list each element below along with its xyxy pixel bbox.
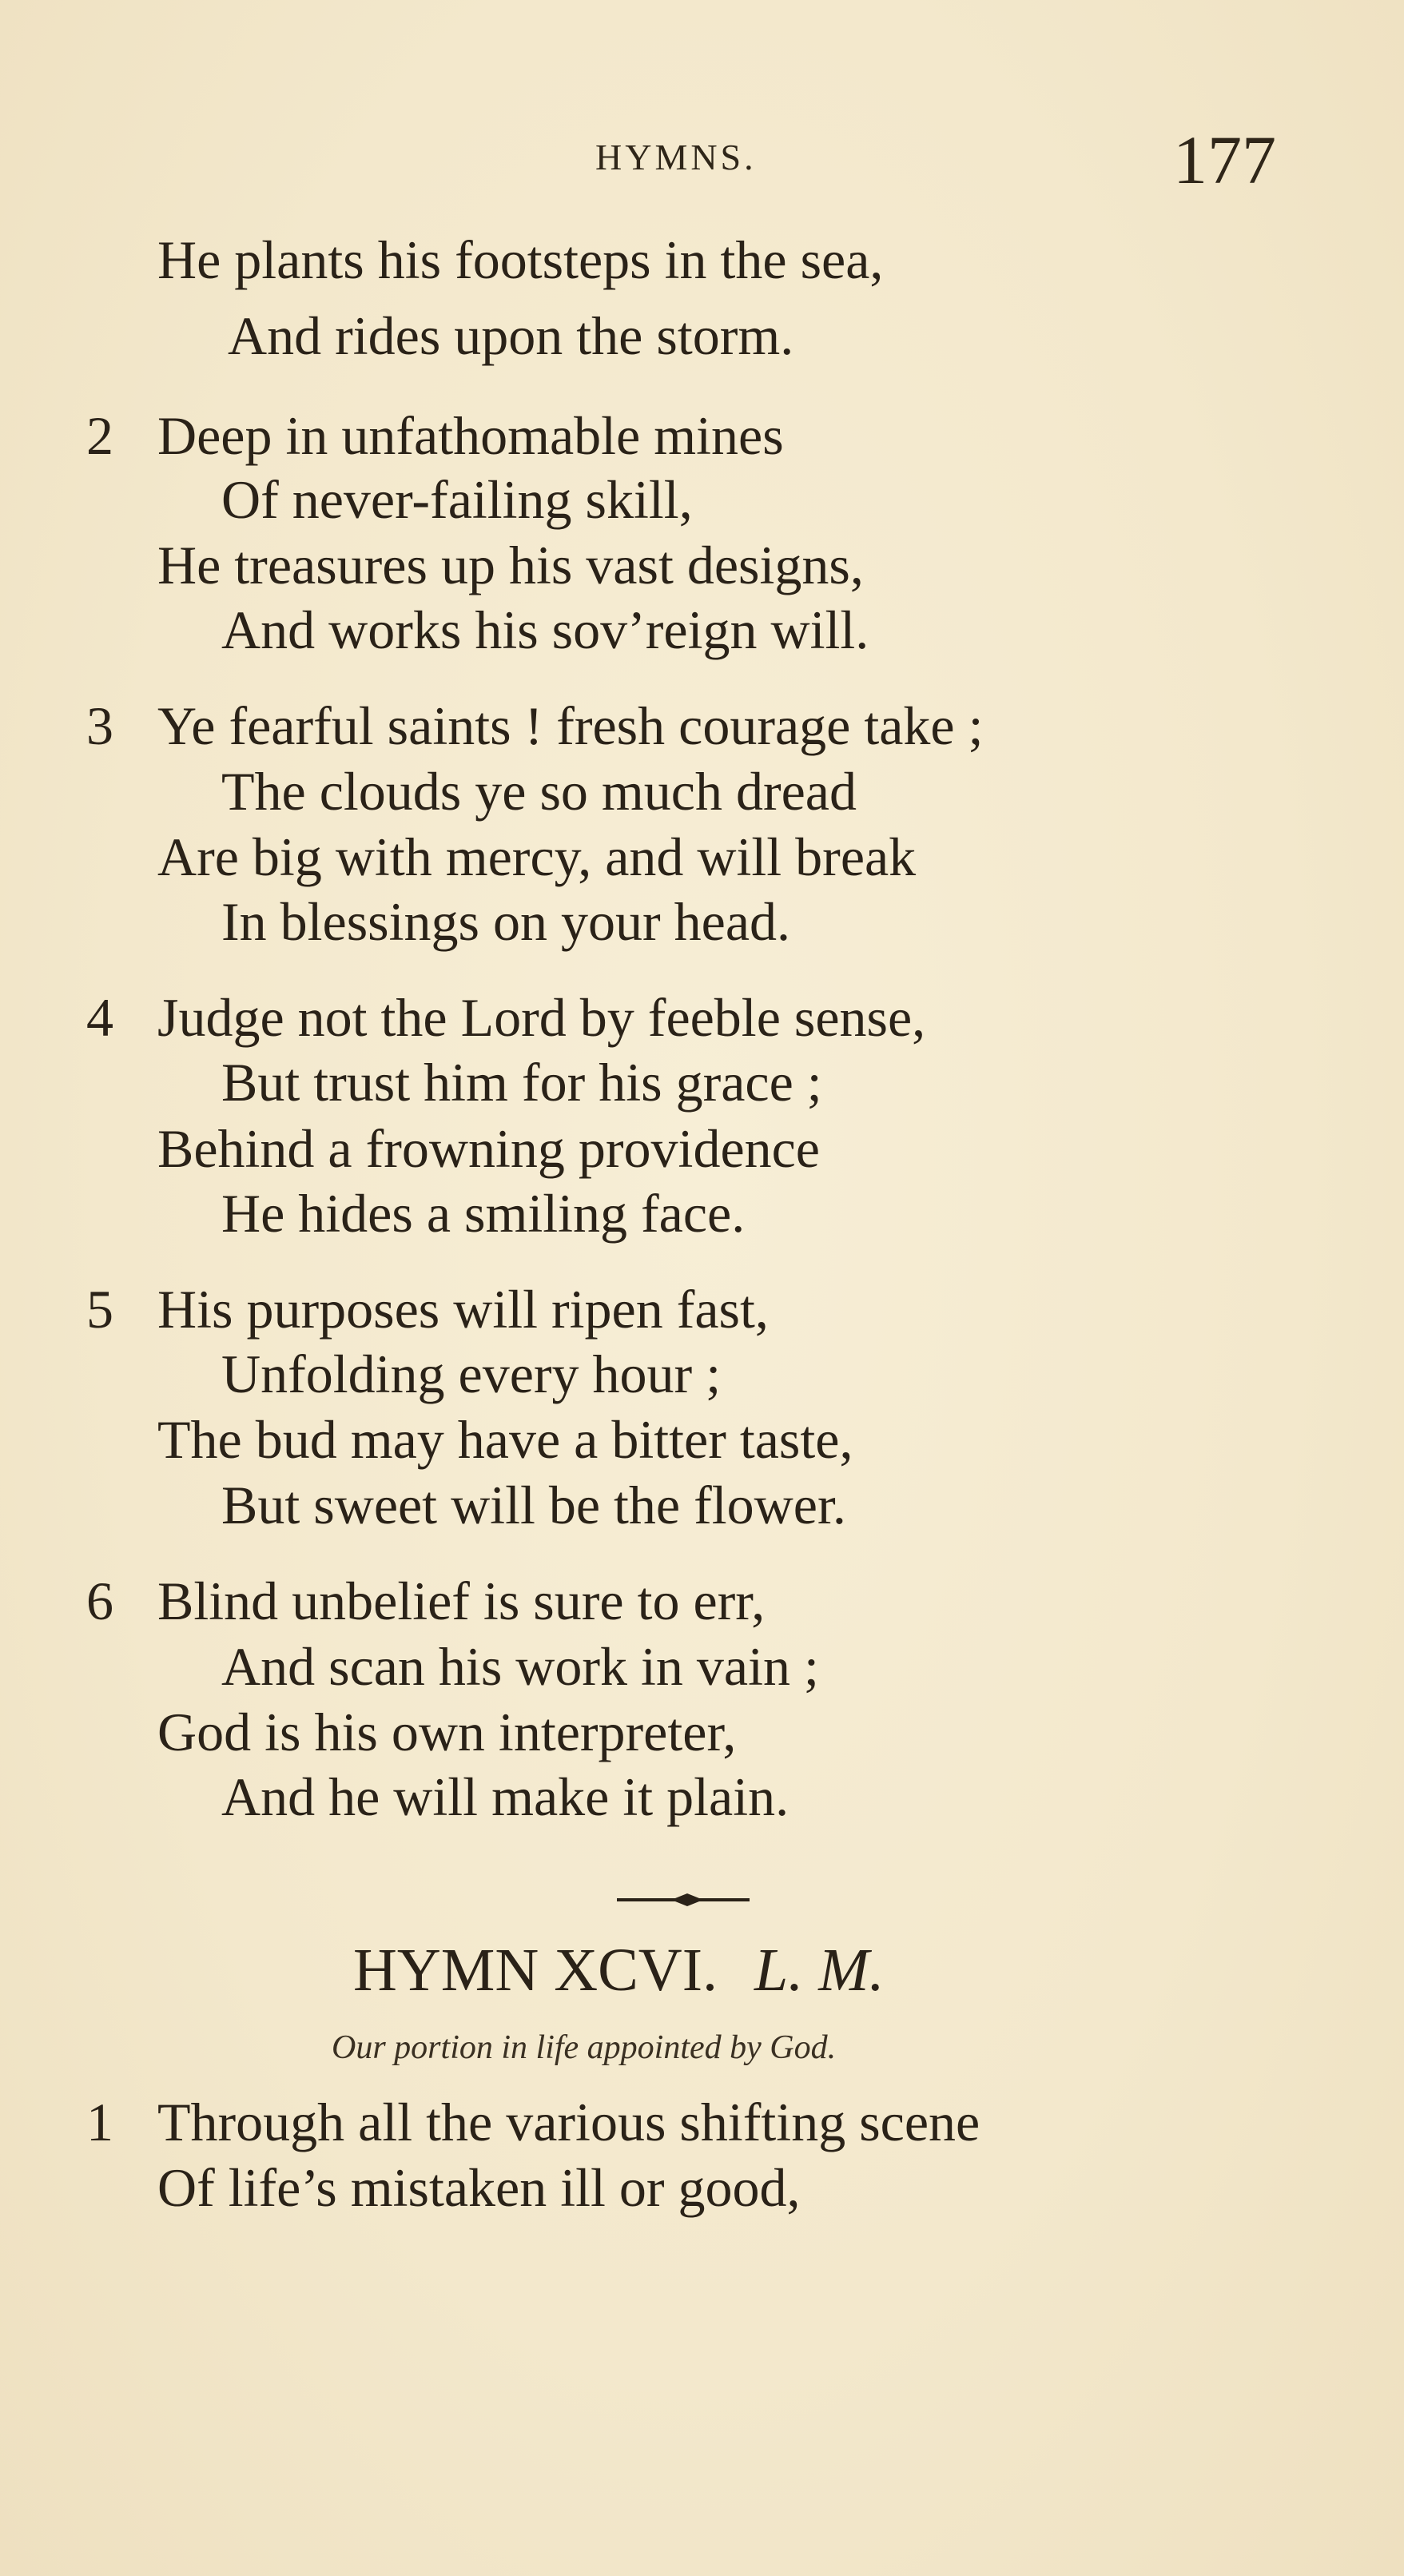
verse-line: The bud may have a bitter taste, xyxy=(157,1409,853,1470)
verse-line: Deep in unfathomable mines xyxy=(157,405,784,466)
verse-line: But trust him for his grace ; xyxy=(221,1052,822,1113)
hymn-title xyxy=(353,1934,885,2006)
hymn-meter: L. M. xyxy=(754,1937,885,2004)
verse-line: But sweet will be the flower. xyxy=(221,1475,846,1535)
ornament-divider-icon xyxy=(615,1892,751,1908)
verse-line: Blind unbelief is sure to err, xyxy=(157,1571,766,1631)
hymn-subtitle: Our portion in life appointed by God. xyxy=(332,2029,837,2066)
stanza-number: 6 xyxy=(86,1571,113,1631)
verse-line: And he will make it plain. xyxy=(221,1766,790,1827)
verse-line: Judge not the Lord by feeble sense, xyxy=(157,987,926,1048)
verse-line: And rides upon the storm. xyxy=(228,305,794,366)
verse-line: Through all the various shifting scene xyxy=(157,2092,980,2152)
verse-line: Unfolding every hour ; xyxy=(221,1344,722,1404)
hymn-number: HYMN XCVI. xyxy=(353,1937,718,2004)
running-head: HYMNS. xyxy=(595,137,757,177)
stanza-number: 5 xyxy=(86,1279,113,1340)
verse-line: In blessings on your head. xyxy=(221,891,791,952)
verse-line: He plants his footsteps in the sea, xyxy=(157,229,884,290)
verse-line: He treasures up his vast designs, xyxy=(157,535,864,595)
stanza-number: 1 xyxy=(86,2092,113,2152)
verse-line: He hides a smiling face. xyxy=(221,1183,746,1244)
stanza-number: 4 xyxy=(86,987,113,1048)
verse-line: And scan his work in vain ; xyxy=(221,1636,819,1697)
verse-line: Behind a frowning providence xyxy=(157,1118,820,1179)
verse-line: The clouds ye so much dread xyxy=(221,761,857,822)
verse-line: His purposes will ripen fast, xyxy=(157,1279,769,1340)
verse-line: Of never-failing skill, xyxy=(221,469,693,530)
page-number: 177 xyxy=(1173,121,1276,198)
verse-line: Of life’s mistaken ill or good, xyxy=(157,2157,801,2218)
stanza-number: 2 xyxy=(86,405,113,466)
verse-line: Ye fearful saints ! fresh courage take ; xyxy=(157,695,984,756)
stanza-number: 3 xyxy=(86,695,113,756)
verse-line: Are big with mercy, and will break xyxy=(157,826,917,887)
verse-line: And works his sov’reign will. xyxy=(221,599,869,660)
verse-line: God is his own interpreter, xyxy=(157,1702,737,1762)
